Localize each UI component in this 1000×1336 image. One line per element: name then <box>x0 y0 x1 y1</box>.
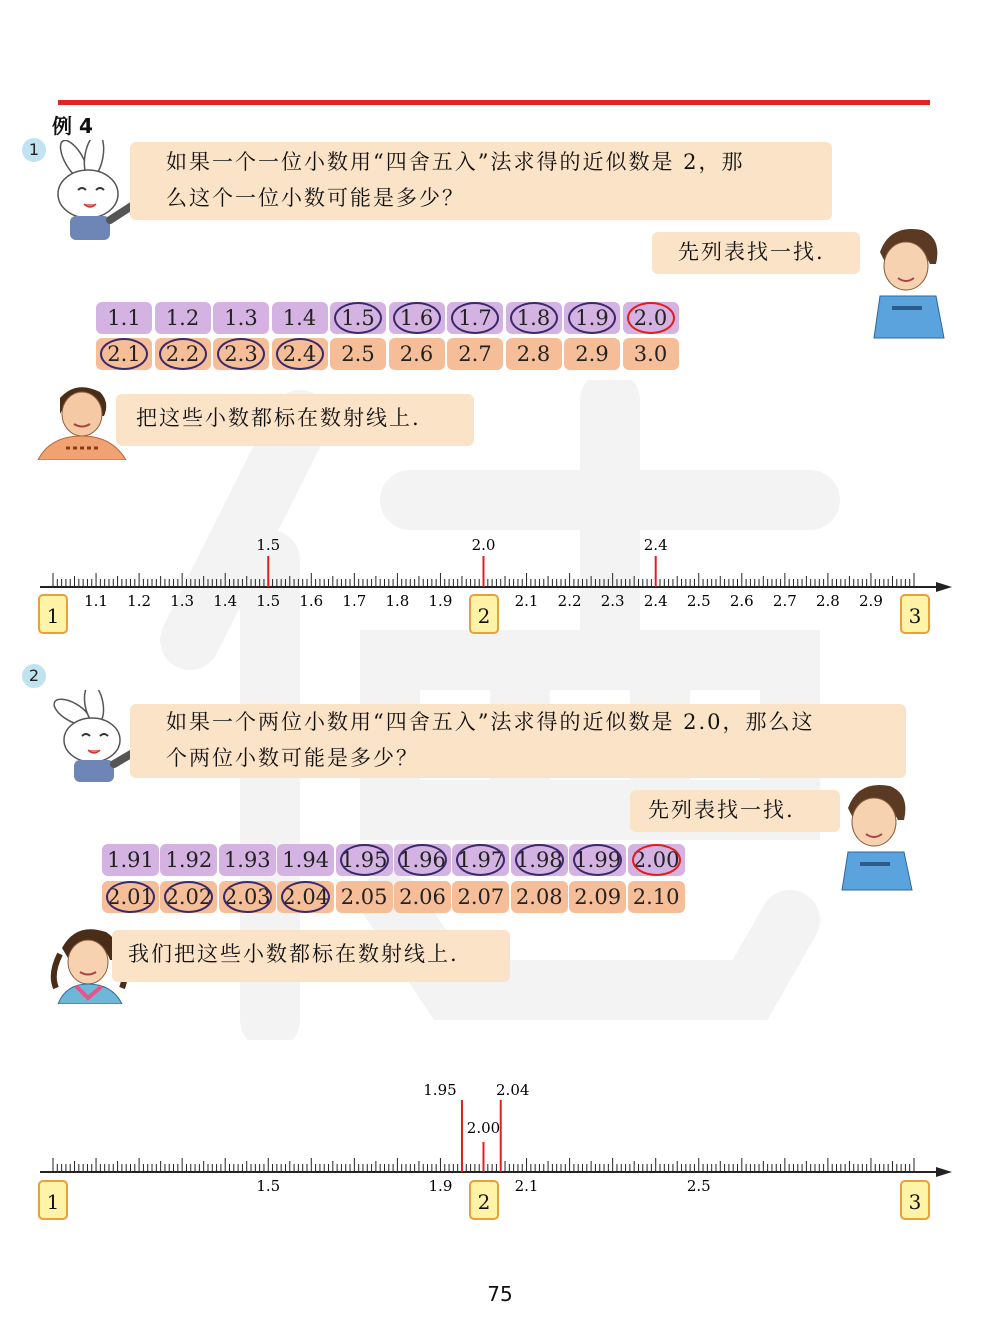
tick-label: 2.5 <box>686 1177 711 1195</box>
decimal-cell: 1.2 <box>155 302 211 334</box>
decimal-cell: 2.08 <box>511 881 568 913</box>
question-bubble-2 <box>130 704 906 778</box>
tick-label: 1.5 <box>256 1177 281 1195</box>
decimal-cell: 2.5 <box>330 338 386 370</box>
decimal-cell: 1.92 <box>160 844 217 876</box>
tick-label: 1.9 <box>428 592 453 610</box>
tick-label: 1.3 <box>170 592 195 610</box>
part-number-1: 1 <box>22 138 46 162</box>
question-line-2: 个两位小数可能是多少？ <box>166 746 419 770</box>
decimal-cell: 1.91 <box>102 844 159 876</box>
decimal-cell: 2.2 <box>155 338 211 370</box>
axis-arrow <box>936 1167 952 1177</box>
decimal-cell: 2.4 <box>272 338 328 370</box>
question-bubble-1 <box>130 142 832 220</box>
marker-label: 2.0 <box>471 536 496 554</box>
teacher-hint-text: 把这些小数都标在数射线上. <box>136 406 421 430</box>
decimal-cell: 1.94 <box>277 844 334 876</box>
tick-label: 1.2 <box>127 592 152 610</box>
tick-label: 2.8 <box>815 592 840 610</box>
decimal-cell: 2.00 <box>628 844 685 876</box>
tick-label: 1.8 <box>385 592 410 610</box>
tick-label: 1.9 <box>428 1177 453 1195</box>
boy-hint-text: 先列表找一找. <box>678 240 825 264</box>
top-red-rule <box>58 100 930 105</box>
decimal-cell: 1.98 <box>511 844 568 876</box>
tick-label: 1.6 <box>299 592 324 610</box>
boy-illustration-2 <box>830 778 922 892</box>
teacher-hint-bubble <box>116 394 474 446</box>
page-number: 75 <box>487 1282 513 1306</box>
tick-label: 1.5 <box>256 592 281 610</box>
number-line-1-mid-box: 2 <box>469 594 499 634</box>
marker-label: 2.4 <box>643 536 668 554</box>
tick-label: 2.2 <box>557 592 582 610</box>
decimal-cell: 2.02 <box>160 881 217 913</box>
question-line-1: 如果一个两位小数用“四舍五入”法求得的近似数是 2.0，那么这 <box>166 710 815 734</box>
decimal-cell: 2.8 <box>506 338 562 370</box>
decimal-cell: 1.7 <box>447 302 503 334</box>
tick-label: 2.7 <box>772 592 797 610</box>
decimal-cell: 1.6 <box>389 302 445 334</box>
tick-label: 2.3 <box>600 592 625 610</box>
decimal-cell: 1.9 <box>564 302 620 334</box>
girl-hint-bubble <box>112 930 510 982</box>
marker-label: 2.04 <box>496 1081 530 1099</box>
number-line-2-start-box: 1 <box>38 1180 68 1220</box>
decimal-cell: 1.97 <box>452 844 509 876</box>
example-label: 例 4 <box>52 114 93 138</box>
decimal-cell: 1.99 <box>569 844 626 876</box>
boy-hint-bubble-1 <box>652 232 860 274</box>
tick-label: 2.5 <box>686 592 711 610</box>
number-line-1-end-box: 3 <box>900 594 930 634</box>
decimal-cell: 3.0 <box>623 338 679 370</box>
decimal-cell: 2.06 <box>394 881 451 913</box>
teacher-illustration <box>30 378 130 460</box>
number-line-2-mid-box: 2 <box>469 1180 499 1220</box>
decimal-cell: 2.09 <box>569 881 626 913</box>
tick-label: 1.4 <box>213 592 238 610</box>
number-line-1 <box>0 530 1000 640</box>
question-line-1: 如果一个一位小数用“四舍五入”法求得的近似数是 2，那 <box>166 150 745 174</box>
boy-hint-text: 先列表找一找. <box>648 798 795 822</box>
tick-label: 1.1 <box>84 592 108 610</box>
boy-hint-bubble-2 <box>630 790 840 832</box>
decimal-cell: 2.05 <box>336 881 393 913</box>
tick-label: 2.1 <box>514 1177 539 1195</box>
decimal-cell: 2.9 <box>564 338 620 370</box>
decimal-cell: 2.0 <box>623 302 679 334</box>
decimal-cell: 2.10 <box>628 881 685 913</box>
marker-label: 1.5 <box>256 536 281 554</box>
tick-label: 2.6 <box>729 592 754 610</box>
decimal-cell: 1.1 <box>96 302 152 334</box>
decimal-cell: 2.01 <box>102 881 159 913</box>
decimal-table-2 <box>102 844 686 916</box>
tick-label: 1.7 <box>342 592 367 610</box>
decimal-cell: 1.4 <box>272 302 328 334</box>
decimal-cell: 2.07 <box>452 881 509 913</box>
number-line-2-end-box: 3 <box>900 1180 930 1220</box>
decimal-cell: 2.3 <box>213 338 269 370</box>
number-line-2 <box>0 1076 1000 1226</box>
decimal-cell: 2.04 <box>277 881 334 913</box>
boy-illustration <box>862 222 954 340</box>
question-line-2: 么这个一位小数可能是多少？ <box>166 186 465 210</box>
tick-label: 2.1 <box>514 592 539 610</box>
part-number-2: 2 <box>22 664 46 688</box>
decimal-cell: 1.96 <box>394 844 451 876</box>
decimal-table-1 <box>96 302 680 372</box>
marker-label: 2.00 <box>466 1119 501 1137</box>
decimal-cell: 2.03 <box>219 881 276 913</box>
tick-label: 2.4 <box>643 592 668 610</box>
girl-hint-text: 我们把这些小数都标在数射线上. <box>128 942 459 966</box>
decimal-cell: 2.6 <box>389 338 445 370</box>
tick-label: 2.9 <box>859 592 883 610</box>
axis-arrow <box>936 582 952 592</box>
decimal-cell: 1.3 <box>213 302 269 334</box>
decimal-cell: 2.1 <box>96 338 152 370</box>
decimal-cell: 1.8 <box>506 302 562 334</box>
decimal-cell: 2.7 <box>447 338 503 370</box>
decimal-cell: 1.5 <box>330 302 386 334</box>
decimal-cell: 1.93 <box>219 844 276 876</box>
decimal-cell: 1.95 <box>336 844 393 876</box>
number-line-1-start-box: 1 <box>38 594 68 634</box>
marker-label: 1.95 <box>423 1081 457 1099</box>
